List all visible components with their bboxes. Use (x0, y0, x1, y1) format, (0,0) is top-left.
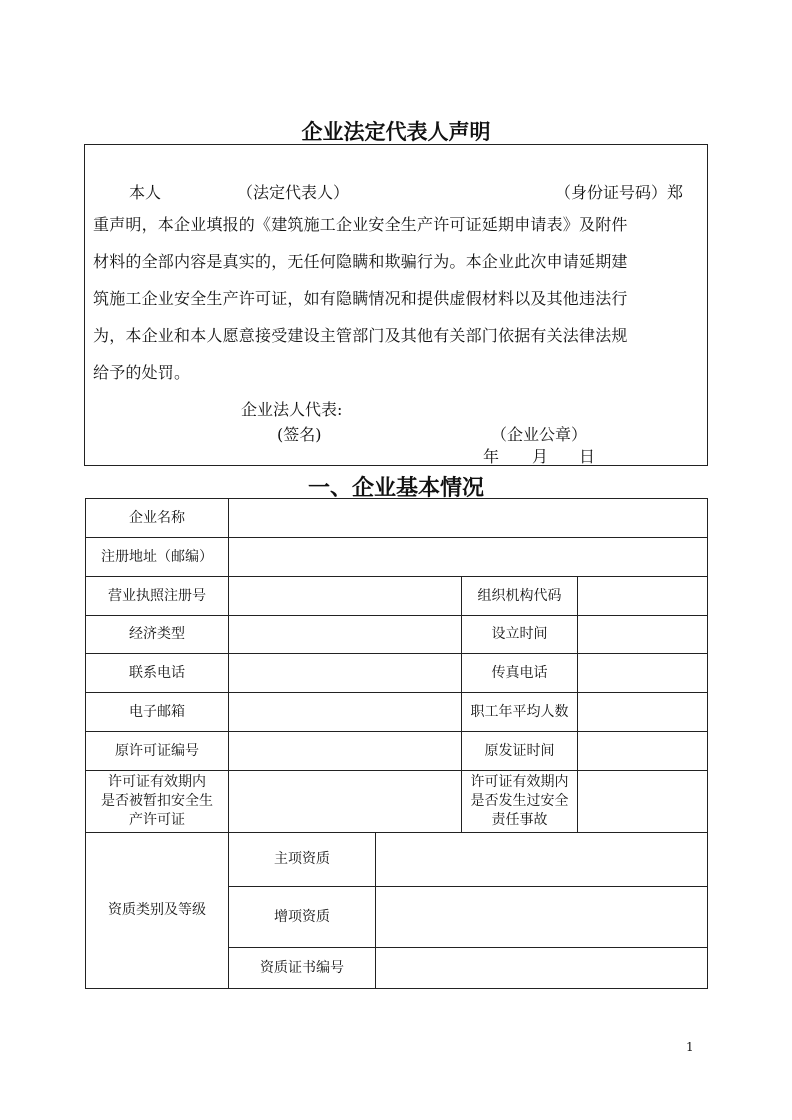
permit-suspended-line: 许可证有效期内 (108, 774, 206, 790)
safety-accident-label (462, 771, 578, 833)
qual-cert-no-field[interactable] (376, 948, 708, 989)
avg-staff-label: 职工年平均人数 (462, 693, 578, 732)
permit-suspended-label (86, 771, 229, 833)
email-field[interactable] (229, 693, 462, 732)
table-row (86, 538, 708, 577)
declaration-line: 材料的全部内容是真实的，无任何隐瞒和欺骗行为。本企业此次申请延期建 (93, 252, 628, 271)
org-code-field[interactable] (578, 577, 708, 616)
permit-suspended-line: 是否被暂扣安全生 (101, 793, 213, 809)
orig-permit-no-label: 原许可证编号 (86, 732, 229, 771)
permit-suspended-line: 产许可证 (129, 812, 185, 828)
license-reg-no-field[interactable] (229, 577, 462, 616)
qual-category-label: 资质类别及等级 (86, 833, 229, 989)
declaration-line: 为，本企业和本人愿意接受建设主管部门及其他有关部门依据有关法律法规 (93, 326, 628, 345)
legal-rep-placeholder: （法定代表人） (237, 183, 350, 202)
table-row (86, 693, 708, 732)
safety-accident-line: 是否发生过安全 (470, 793, 569, 809)
date-month-label: 月 (532, 447, 549, 466)
email-label: 电子邮箱 (86, 693, 229, 732)
extra-qual-label: 增项资质 (229, 887, 376, 948)
safety-accident-line: 责任事故 (491, 812, 548, 828)
qual-cert-no-label: 资质证书编号 (229, 948, 376, 989)
basic-info-table (85, 498, 708, 989)
table-row (86, 771, 708, 833)
orig-permit-no-field[interactable] (229, 732, 462, 771)
declaration-line: 重声明，本企业填报的《建筑施工企业安全生产许可证延期申请表》及附件 (93, 215, 628, 234)
date-year-label: 年 (483, 447, 500, 466)
company-name-label: 企业名称 (86, 499, 229, 538)
company-name-field[interactable] (229, 499, 708, 538)
org-code-label: 组织机构代码 (462, 577, 578, 616)
table-row (86, 833, 708, 887)
table-row (86, 577, 708, 616)
extra-qual-field[interactable] (376, 887, 708, 948)
permit-suspended-field[interactable] (229, 771, 462, 833)
basic-info-title: 一、企业基本情况 (307, 476, 484, 501)
id-number-placeholder: （身份证号码）郑 (555, 183, 684, 202)
main-qual-field[interactable] (376, 833, 708, 887)
est-date-field[interactable] (578, 616, 708, 654)
table-row (86, 616, 708, 654)
safety-accident-field[interactable] (578, 771, 708, 833)
main-qual-label: 主项资质 (229, 833, 376, 887)
phone-label: 联系电话 (86, 654, 229, 693)
signature-label: (签名) (277, 425, 322, 444)
safety-accident-line: 许可证有效期内 (470, 774, 569, 790)
avg-staff-field[interactable] (578, 693, 708, 732)
reg-address-label: 注册地址（邮编） (86, 538, 229, 577)
table-row (86, 654, 708, 693)
declaration-line: 筑施工企业安全生产许可证，如有隐瞒情况和提供虚假材料以及其他违法行 (93, 289, 628, 308)
table-row (86, 499, 708, 538)
declaration-box (84, 144, 708, 466)
page-number: 1 (686, 1040, 694, 1054)
reg-address-field[interactable] (229, 538, 708, 577)
license-reg-no-label: 营业执照注册号 (86, 577, 229, 616)
phone-field[interactable] (229, 654, 462, 693)
date-day-label: 日 (579, 447, 596, 466)
fax-field[interactable] (578, 654, 708, 693)
legal-rep-label: 企业法人代表: (241, 400, 343, 419)
table-row (86, 732, 708, 771)
fax-label: 传真电话 (462, 654, 578, 693)
orig-issue-date-field[interactable] (578, 732, 708, 771)
company-seal-label: （企业公章） (491, 425, 588, 444)
econ-type-label: 经济类型 (86, 616, 229, 654)
est-date-label: 设立时间 (462, 616, 578, 654)
orig-issue-date-label: 原发证时间 (462, 732, 578, 771)
declaration-line: 给予的处罚。 (93, 363, 191, 382)
econ-type-field[interactable] (229, 616, 462, 654)
declaration-title: 企业法定代表人声明 (301, 120, 491, 144)
declaration-prefix: 本人 (129, 183, 162, 202)
